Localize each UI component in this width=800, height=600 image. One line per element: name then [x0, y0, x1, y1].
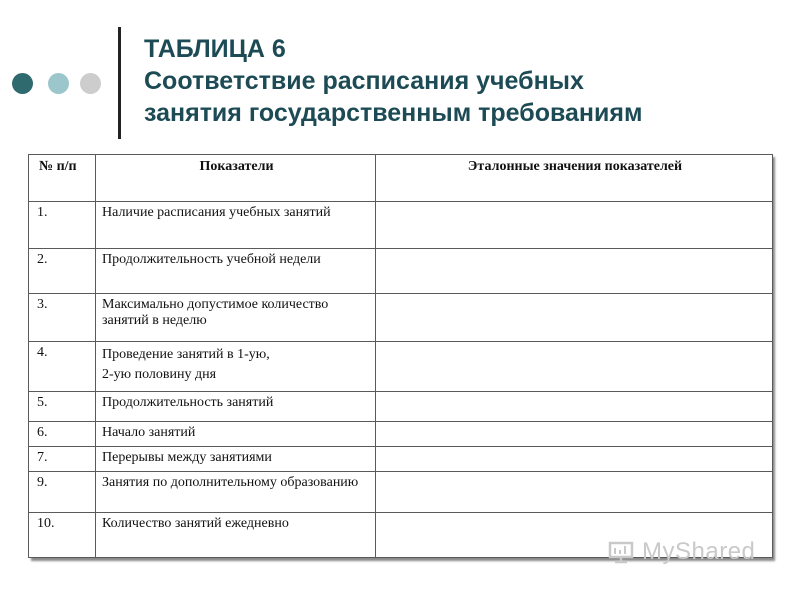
row-number: 5.: [29, 392, 96, 422]
requirements-table-container: [28, 154, 772, 558]
table-row: [29, 392, 773, 422]
row-number: 10.: [29, 513, 96, 558]
table-row: [29, 472, 773, 513]
row-indicator: Продолжительность занятий: [96, 392, 376, 422]
table-row: [29, 422, 773, 447]
dot-light: [48, 73, 69, 94]
myshared-watermark: [608, 538, 755, 566]
table-row: [29, 447, 773, 472]
row-indicator: Наличие расписания учебных занятий: [96, 202, 376, 249]
title-line-2: Соответствие расписания учебных: [144, 67, 584, 95]
column-header-number: № п/п: [29, 155, 96, 202]
row-indicator-line-2: 2-ую половину дня: [102, 367, 217, 382]
vertical-divider: [118, 27, 121, 139]
row-number: 7.: [29, 447, 96, 472]
page-title: [144, 33, 642, 129]
row-number: 3.: [29, 294, 96, 342]
row-value-cell[interactable]: [376, 392, 773, 422]
watermark-text: MyShared: [642, 538, 756, 565]
row-number: 2.: [29, 249, 96, 294]
row-value-cell[interactable]: [376, 472, 773, 513]
row-indicator: Перерывы между занятиями: [96, 447, 376, 472]
presentation-board-icon: [608, 540, 636, 564]
table-row: [29, 202, 773, 249]
table-row: [29, 249, 773, 294]
table-row: [29, 342, 773, 392]
row-value-cell[interactable]: [376, 202, 773, 249]
table-row: [29, 294, 773, 342]
column-header-reference-values: Эталонные значения показателей: [376, 155, 773, 202]
table-header-row: [29, 155, 773, 202]
row-indicator: Начало занятий: [96, 422, 376, 447]
column-header-indicators: Показатели: [96, 155, 376, 202]
title-line-1: ТАБЛИЦА 6: [144, 35, 286, 63]
row-indicator: Максимально допустимое количество занятий в неделю: [96, 294, 376, 342]
row-indicator: Количество занятий ежедневно: [96, 513, 376, 558]
requirements-table: [28, 154, 773, 558]
row-number: 4.: [29, 342, 96, 392]
row-value-cell[interactable]: [376, 447, 773, 472]
dot-gray: [80, 73, 101, 94]
row-number: 9.: [29, 472, 96, 513]
row-number: 6.: [29, 422, 96, 447]
row-value-cell[interactable]: [376, 342, 773, 392]
row-indicator: [96, 342, 376, 392]
row-value-cell[interactable]: [376, 422, 773, 447]
row-indicator-line-1: Проведение занятий в 1-ую,: [102, 347, 270, 362]
row-indicator: Продолжительность учебной недели: [96, 249, 376, 294]
row-number: 1.: [29, 202, 96, 249]
row-indicator: Занятия по дополнительному образованию: [96, 472, 376, 513]
row-value-cell[interactable]: [376, 249, 773, 294]
row-value-cell[interactable]: [376, 294, 773, 342]
title-line-3: занятия государственным требованиям: [144, 99, 643, 127]
dot-dark: [12, 73, 33, 94]
